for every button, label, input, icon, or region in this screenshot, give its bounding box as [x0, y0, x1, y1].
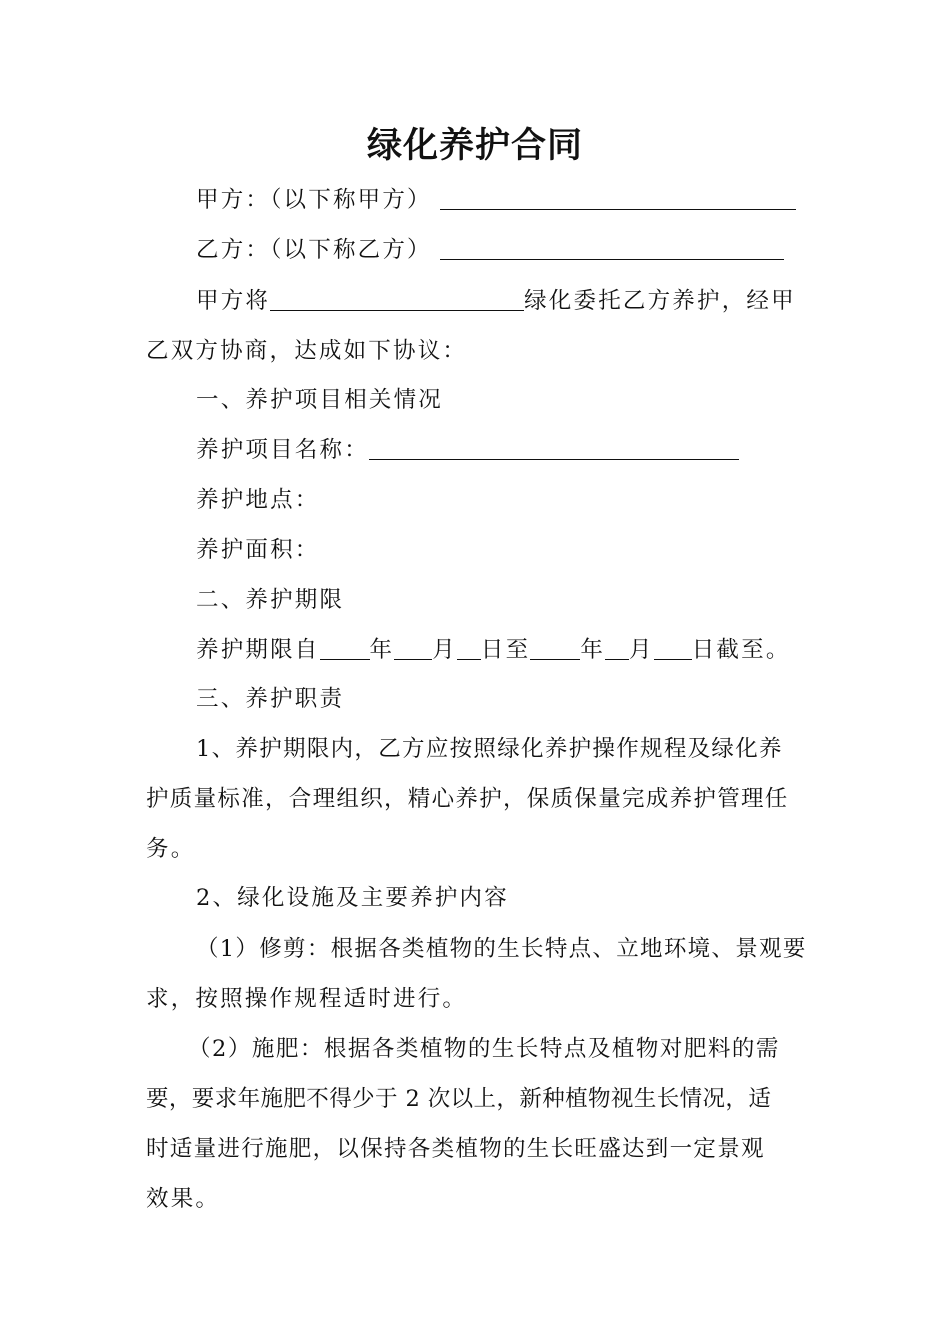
end-day-blank	[654, 633, 692, 660]
duty-2-heading: 2、绿化设施及主要养护内容	[196, 885, 509, 911]
start-day-blank	[457, 633, 481, 660]
start-month-blank	[394, 633, 432, 660]
pruning-line-1: （1）修剪：根据各类植物的生长特点、立地环境、景观要	[196, 936, 807, 962]
intro-blank	[270, 284, 524, 311]
intro-suffix: 绿化委托乙方养护，经甲	[524, 288, 796, 314]
document-title: 绿化养护合同	[366, 125, 583, 166]
duty-1-line-1: 1、养护期限内，乙方应按照绿化养护操作规程及绿化养	[196, 736, 783, 762]
duty-1-line-2: 护质量标准，合理组织，精心养护，保质保量完成养护管理任	[146, 786, 789, 812]
fertilizing-line-3: 时适量进行施肥，以保持各类植物的生长旺盛达到一定景观	[146, 1136, 765, 1162]
project-name-label: 养护项目名称：	[196, 437, 369, 463]
intro-line-1	[196, 281, 816, 321]
project-name-blank	[369, 433, 739, 460]
intro-prefix: 甲方将	[196, 288, 271, 314]
party-a-blank	[440, 183, 796, 210]
term-line	[196, 630, 816, 670]
fertilizing-line-4: 效果。	[146, 1186, 221, 1212]
term-month-1: 月	[432, 637, 457, 663]
intro-line-2: 乙双方协商，达成如下协议：	[146, 338, 468, 364]
term-year-2: 年	[580, 637, 606, 663]
party-b-blank	[440, 233, 784, 260]
section-2-heading: 二、养护期限	[196, 587, 345, 613]
location-line: 养护地点：	[196, 487, 320, 513]
project-name-line	[196, 430, 816, 470]
duty-1-line-3: 务。	[146, 836, 196, 862]
start-year-blank	[320, 633, 370, 660]
pruning-line-2: 求，按照操作规程适时进行。	[146, 986, 468, 1012]
section-1-heading: 一、养护项目相关情况	[196, 387, 444, 413]
party-b-line	[196, 230, 816, 270]
end-month-blank	[605, 633, 629, 660]
party-a-label: 甲方：（以下称甲方）	[196, 187, 432, 213]
term-day-1: 日至	[480, 637, 531, 663]
area-line: 养护面积：	[196, 537, 320, 563]
end-year-blank	[530, 633, 580, 660]
term-start: 养护期限自	[196, 637, 320, 663]
party-a-line	[196, 180, 816, 220]
fertilizing-line-1: （2）施肥：根据各类植物的生长特点及植物对肥料的需	[188, 1036, 780, 1062]
term-month-2: 月	[629, 637, 654, 663]
party-b-label: 乙方：（以下称乙方）	[196, 237, 432, 263]
term-year-1: 年	[369, 637, 395, 663]
section-3-heading: 三、养护职责	[196, 686, 345, 712]
fertilizing-line-2: 要，要求年施肥不得少于 2 次以上，新种植物视生长情况，适	[146, 1086, 772, 1112]
term-day-2: 日截至。	[691, 637, 791, 663]
